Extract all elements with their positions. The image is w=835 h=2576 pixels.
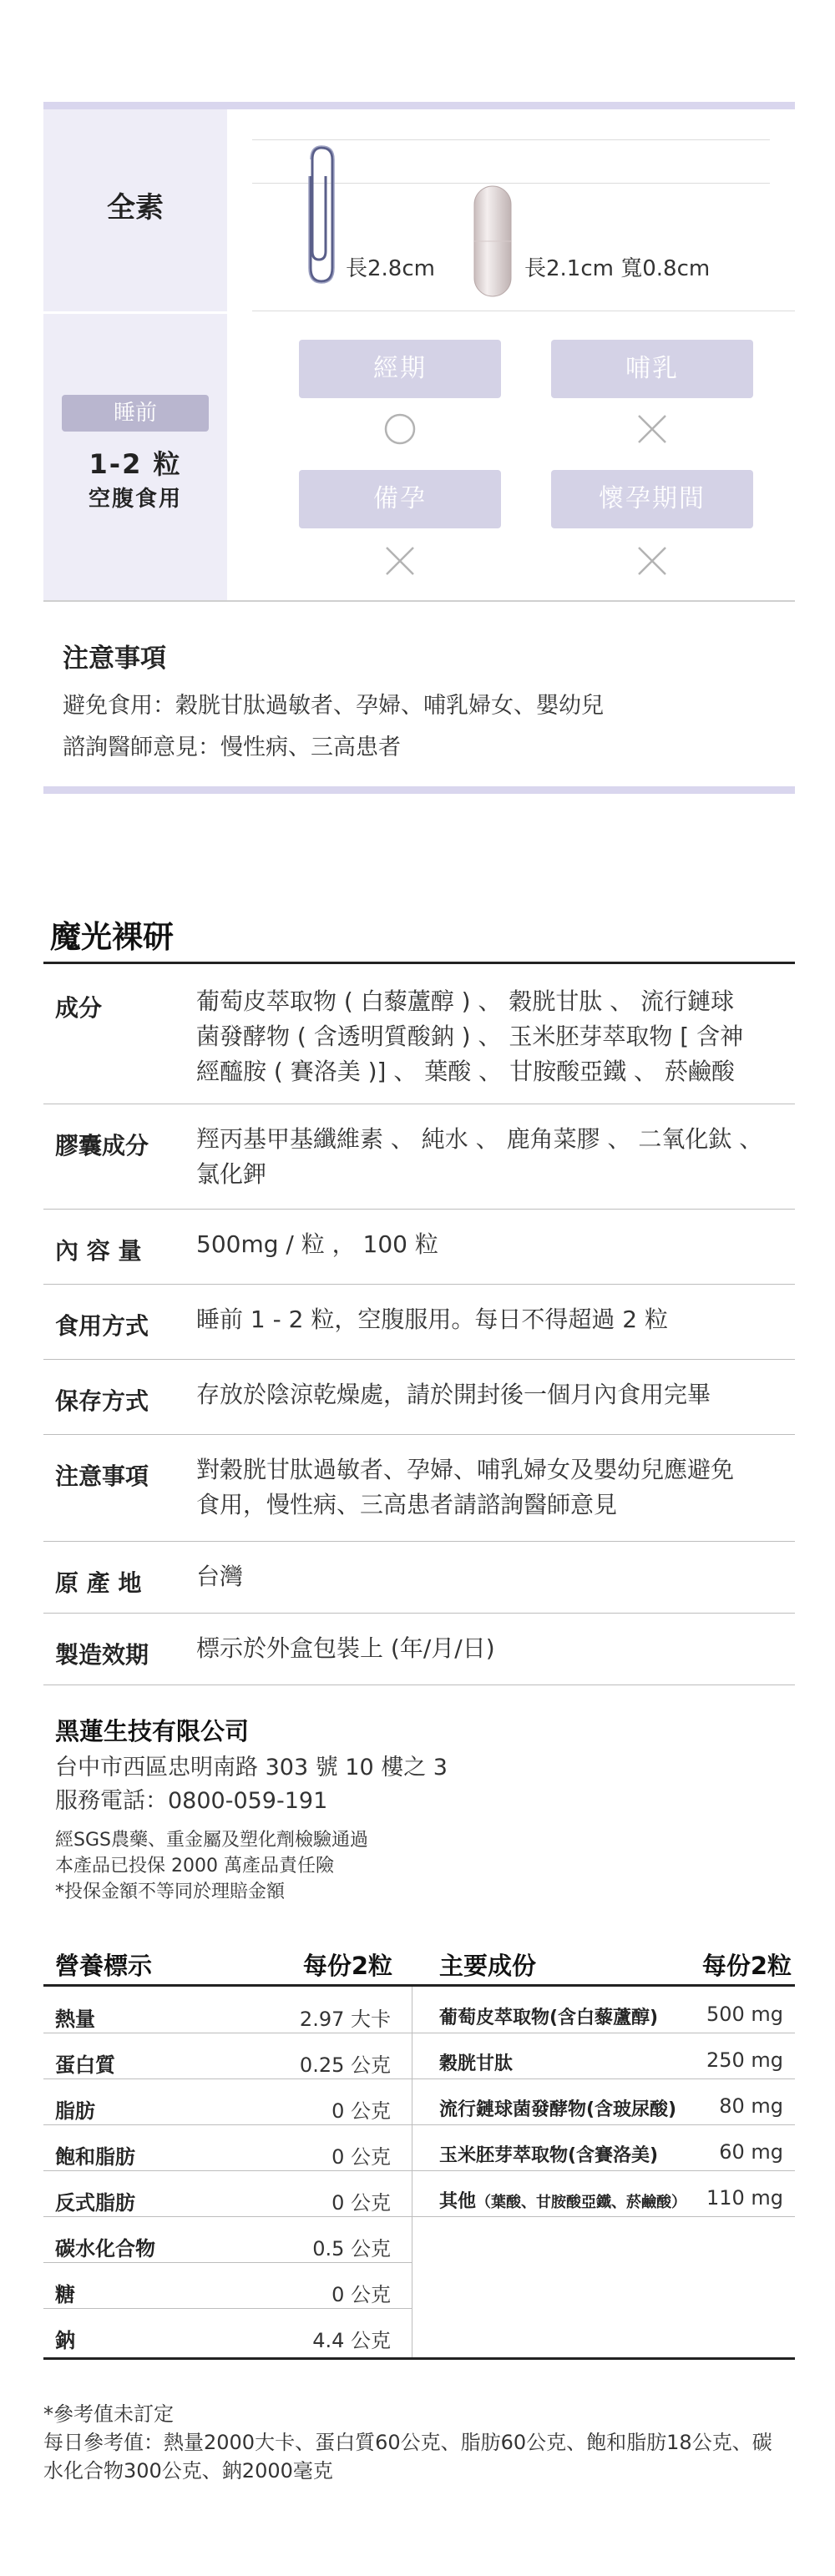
ingredient-row-name: 葡萄皮萃取物(含白藜蘆醇) — [439, 2008, 659, 2028]
nutrition-row-value: 0 公克 — [331, 2191, 391, 2215]
spec-value — [196, 1452, 789, 1523]
footnote-line: 每日參考值：熱量2000大卡、蛋白質60公克、脂肪60公克、飽和脂肪18公克、碳 — [43, 2431, 772, 2454]
spec-row-divider — [43, 1613, 795, 1614]
capsule-size-label: 長2.1cm 寬0.8cm — [524, 256, 711, 281]
notes-line: 避免食用：穀胱甘肽過敏者、孕婦、哺乳婦女、嬰幼兒 — [63, 693, 604, 719]
dose-note: 空腹食用 — [88, 487, 182, 512]
nutrition-row-divider — [43, 2170, 412, 2171]
allowed-circle-icon — [299, 412, 501, 450]
nutrition-row-name: 飽和脂肪 — [55, 2145, 135, 2169]
spec-value-line: 羥丙基甲基纖維素 、 純水 、 鹿角菜膠 、 二氧化鈦 、 — [196, 1125, 763, 1153]
spec-value-line: 台灣 — [196, 1563, 244, 1590]
condition-menstruation: 經期 — [299, 340, 501, 398]
company-phone: 服務電話：0800-059-191 — [55, 1788, 328, 1814]
nutrition-row-value: 4.4 公克 — [312, 2329, 391, 2352]
spec-key: 膠囊成分 — [55, 1132, 149, 1159]
spec-value — [196, 984, 789, 1089]
nutrition-row-value: 0 公克 — [331, 2099, 391, 2123]
top-accent-bar — [43, 102, 795, 109]
usage-card — [43, 109, 795, 602]
nutrition-row-name: 反式脂肪 — [55, 2191, 135, 2215]
condition-breastfeeding: 哺乳 — [551, 340, 753, 398]
ingredient-row-value: 80 mg — [719, 2094, 783, 2118]
ingredients-title: 主要成份 — [439, 1952, 537, 1980]
spec-value-line: 睡前 1 - 2 粒，空腹服用。每日不得超過 2 粒 — [196, 1306, 668, 1333]
diet-category: 全素 — [107, 191, 164, 225]
nutrition-per-label: 每份2粒 — [302, 1952, 392, 1980]
ingredient-name-note: （葉酸、甘胺酸亞鐵、菸鹼酸） — [476, 2194, 687, 2211]
spec-value-line: 食用，慢性病、三高患者請諮詢醫師意見 — [196, 1491, 618, 1518]
nutrition-row-value: 2.97 大卡 — [299, 2008, 391, 2031]
ingredient-row-value: 110 mg — [706, 2186, 783, 2210]
spec-value-line: 標示於外盒包裝上 (年/月/日) — [196, 1634, 495, 1662]
ingredient-row-divider — [412, 2078, 795, 2079]
spec-value — [196, 1631, 789, 1666]
nutrition-row-value: 0.25 公克 — [299, 2053, 391, 2077]
not-allowed-cross-icon — [551, 543, 753, 582]
ingredient-row-divider — [412, 2216, 795, 2217]
spec-row-divider — [43, 1434, 795, 1435]
spec-key: 保存方式 — [55, 1387, 149, 1415]
usage-card-bottom-line — [43, 600, 795, 602]
notes-accent-bar — [43, 786, 795, 794]
spec-key: 原 產 地 — [55, 1569, 142, 1597]
footnote-line: *參考值未訂定 — [43, 2402, 174, 2426]
spec-value-line: 菌發酵物 ( 含透明質酸鈉 ) 、 玉米胚芽萃取物 [ 含神 — [196, 1023, 744, 1050]
condition-preparing-pregnancy: 備孕 — [299, 470, 501, 528]
spec-row-divider — [43, 1209, 795, 1210]
notes-line: 諮詢醫師意見：慢性病、三高患者 — [63, 735, 401, 760]
ingredient-row-divider — [412, 2170, 795, 2171]
dose-amount: 1-2 粒 — [89, 448, 182, 480]
clip-size-label: 長2.8cm — [346, 256, 435, 281]
not-allowed-cross-icon — [299, 543, 501, 582]
nutrition-top-rule — [43, 1984, 795, 1987]
spec-value — [196, 1559, 789, 1594]
size-guide-line-top — [252, 139, 770, 140]
brand-name: 魔光裸研 — [50, 919, 174, 955]
nutrition-row-name: 鈉 — [55, 2329, 75, 2352]
ingredient-row-name: 穀胱甘肽 — [439, 2053, 514, 2074]
ingredient-row-value: 500 mg — [706, 2003, 783, 2026]
nutrition-row-name: 糖 — [55, 2283, 75, 2306]
spec-value — [196, 1377, 789, 1412]
condition-pregnancy: 懷孕期間 — [551, 470, 753, 528]
ingredient-row-value: 60 mg — [719, 2140, 783, 2164]
nutrition-row-name: 蛋白質 — [55, 2053, 115, 2077]
spec-key: 食用方式 — [55, 1312, 149, 1340]
usage-card-right-panel — [227, 109, 795, 602]
spec-key: 內 容 量 — [55, 1237, 142, 1265]
notes-title: 注意事項 — [63, 644, 166, 674]
nutrition-row-value: 0.5 公克 — [312, 2237, 391, 2260]
nutrition-row-name: 熱量 — [55, 2008, 95, 2031]
nutrition-row-name: 碳水化合物 — [55, 2237, 155, 2260]
nutrition-row-divider — [43, 2262, 412, 2263]
spec-value-line: 葡萄皮萃取物 ( 白藜蘆醇 ) 、 穀胱甘肽 、 流行鏈球 — [196, 987, 735, 1015]
capsule-icon — [471, 183, 514, 300]
spec-value — [196, 1302, 789, 1337]
spec-row-divider — [43, 1541, 795, 1542]
spec-value — [196, 1227, 789, 1262]
ingredient-row-name — [439, 2187, 686, 2213]
nutrition-row-divider — [43, 2308, 412, 2309]
spec-value-line: 存放於陰涼乾燥處，請於開封後一個月內食用完畢 — [196, 1381, 711, 1408]
ingredient-row-value: 250 mg — [706, 2048, 783, 2072]
timing-badge: 睡前 — [62, 395, 209, 432]
ingredient-row-divider — [412, 2124, 795, 2125]
footnote-line: 水化合物300公克、鈉2000毫克 — [43, 2459, 333, 2483]
nutrition-bottom-rule — [43, 2357, 795, 2360]
nutrition-title: 營養標示 — [55, 1952, 153, 1980]
spec-value-line: 經醯胺 ( 賽洛美 )] 、 葉酸 、 甘胺酸亞鐵 、 菸鹼酸 — [196, 1058, 735, 1085]
nutrition-row-value: 0 公克 — [331, 2283, 391, 2306]
spec-value — [196, 1122, 789, 1192]
nutrition-row-value: 0 公克 — [331, 2145, 391, 2169]
spec-table-top-rule — [43, 962, 795, 964]
spec-key: 製造效期 — [55, 1641, 149, 1669]
ingredient-row-name: 流行鏈球菌發酵物(含玻尿酸) — [439, 2099, 677, 2120]
cert-line: *投保金額不等同於理賠金額 — [55, 1881, 286, 1902]
spec-value-line: 氯化鉀 — [196, 1160, 267, 1188]
nutrition-row-divider — [43, 2078, 412, 2079]
not-allowed-cross-icon — [551, 412, 753, 450]
cert-line: 經SGS農藥、重金屬及塑化劑檢驗通過 — [55, 1830, 368, 1851]
spec-key: 成分 — [55, 994, 103, 1022]
spec-row-divider — [43, 1359, 795, 1360]
paper-clip-icon — [302, 143, 341, 285]
spec-key: 注意事項 — [55, 1462, 149, 1490]
nutrition-row-divider — [43, 2216, 412, 2217]
spec-value-line: 500mg / 粒 ， 100 粒 — [196, 1230, 438, 1258]
spec-value-line: 對穀胱甘肽過敏者、孕婦、哺乳婦女及嬰幼兒應避免 — [196, 1456, 735, 1483]
panel-divider — [43, 311, 227, 314]
ingredients-per-label: 每份2粒 — [701, 1952, 792, 1980]
ingredient-name-text: 其他 — [439, 2191, 477, 2212]
nutrition-row-divider — [43, 2124, 412, 2125]
usage-card-left-panel — [43, 109, 227, 602]
company-name: 黑蓮生技有限公司 — [55, 1717, 250, 1745]
cert-line: 本產品已投保 2000 萬產品責任險 — [55, 1856, 334, 1876]
ingredient-row-name: 玉米胚芽萃取物(含賽洛美) — [439, 2145, 659, 2166]
company-address: 台中市西區忠明南路 303 號 10 樓之 3 — [55, 1755, 448, 1780]
nutrition-row-name: 脂肪 — [55, 2099, 95, 2123]
spec-row-divider — [43, 1284, 795, 1285]
